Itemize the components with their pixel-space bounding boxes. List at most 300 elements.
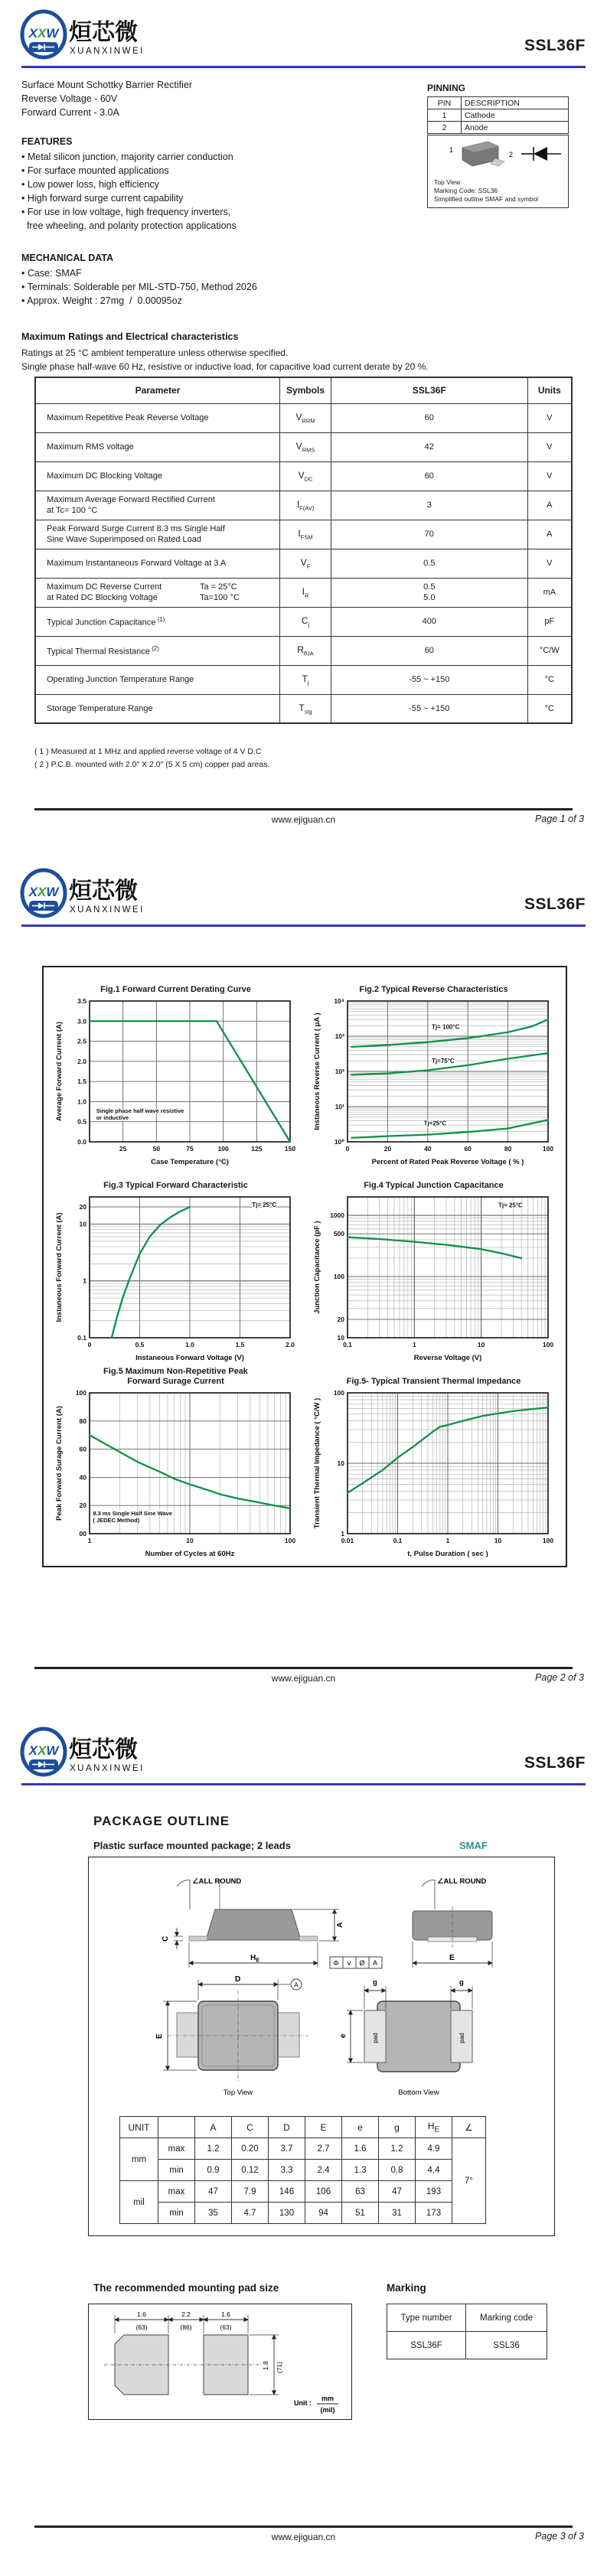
dims-header-cell: E bbox=[305, 2117, 342, 2138]
dims-value-cell: 0.8 bbox=[379, 2160, 416, 2181]
ratings-row bbox=[35, 607, 572, 636]
side-view-end bbox=[413, 1877, 492, 1968]
dims-header-cell: UNIT bbox=[120, 2117, 158, 2138]
svg-text:100: 100 bbox=[284, 1537, 295, 1544]
ratings-row bbox=[35, 636, 572, 665]
dims-header-cell: A bbox=[195, 2117, 232, 2138]
svg-text:10⁰: 10⁰ bbox=[334, 1138, 344, 1146]
dims-header-cell: D bbox=[269, 2117, 305, 2138]
svg-text:Case Temperature (°C): Case Temperature (°C) bbox=[150, 1158, 229, 1166]
footer-page-label: Page 1 of 3 bbox=[535, 814, 584, 824]
svg-text:Reverse Voltage (V): Reverse Voltage (V) bbox=[413, 1354, 481, 1362]
mechanical-data-section bbox=[21, 251, 374, 308]
dims-minmax-cell: min bbox=[158, 2160, 195, 2181]
value-cell: 0.5 bbox=[331, 549, 527, 578]
svg-text:2.0: 2.0 bbox=[285, 1341, 295, 1348]
curve-label: Tj=75°C bbox=[431, 1057, 455, 1065]
svg-text:100: 100 bbox=[333, 1273, 344, 1281]
pad-dim: 1.8 bbox=[262, 2361, 269, 2370]
svg-text:20: 20 bbox=[337, 1315, 344, 1323]
logo-cn-text: 烜芯微 bbox=[69, 1737, 138, 1762]
dims-row bbox=[120, 2138, 486, 2160]
svg-text:1: 1 bbox=[445, 1537, 449, 1544]
svg-text:3.5: 3.5 bbox=[77, 997, 86, 1005]
value-cell: 0.5 5.0 bbox=[331, 578, 527, 607]
dims-value-cell: 3.3 bbox=[269, 2160, 305, 2181]
svg-text:40: 40 bbox=[423, 1145, 432, 1153]
subtitle-line: Forward Current - 3.0A bbox=[21, 107, 119, 118]
footer-site: www.ejiguan.cn bbox=[271, 814, 336, 825]
svg-text:10: 10 bbox=[337, 1459, 344, 1467]
dims-header-cell: C bbox=[232, 2117, 269, 2138]
mechanical-item: • Case: SMAF bbox=[21, 268, 82, 279]
svg-text:0: 0 bbox=[87, 1341, 91, 1348]
dims-header-cell bbox=[158, 2117, 195, 2138]
svg-text:80: 80 bbox=[504, 1145, 511, 1153]
param-cell: Operating Junction Temperature Range bbox=[35, 665, 280, 694]
svg-text:10: 10 bbox=[79, 1220, 86, 1228]
plot-annotation: 8.3 ms Single Half Sine Wave bbox=[92, 1510, 172, 1518]
svg-text:Peak Forward Surage Current (A: Peak Forward Surage Current (A) bbox=[54, 1406, 64, 1521]
svg-text:20: 20 bbox=[79, 1502, 86, 1510]
dims-row bbox=[120, 2160, 486, 2181]
svg-text:50: 50 bbox=[152, 1145, 160, 1153]
svg-text:100: 100 bbox=[542, 1341, 553, 1348]
logo-en-text: XUANXINWEI bbox=[70, 47, 142, 56]
dims-value-cell: 0.9 bbox=[195, 2160, 232, 2181]
symbol-cell: $I_R$ bbox=[280, 578, 331, 607]
value-cell: 60 bbox=[331, 636, 527, 665]
symbol-cell: $V_F$ bbox=[280, 549, 331, 578]
plot-annotation: ( JEDEC Method) bbox=[92, 1517, 139, 1524]
figure-6 bbox=[305, 1365, 563, 1560]
dim-C-label: C bbox=[162, 1935, 170, 1942]
dims-value-cell: 47 bbox=[195, 2181, 232, 2203]
svg-text:1000: 1000 bbox=[329, 1211, 344, 1220]
feature-item: • Low power loss, high efficiency bbox=[21, 179, 159, 190]
svg-text:10: 10 bbox=[494, 1537, 501, 1544]
svg-text:Instaneous Forward Current (A: Instaneous Forward Current (A) bbox=[54, 1212, 64, 1322]
symbol-cell: $V_{RMS}$ bbox=[280, 432, 331, 461]
svg-text:100: 100 bbox=[542, 1145, 553, 1153]
pad-dim: (63) bbox=[135, 2323, 148, 2331]
svg-text:0.0: 0.0 bbox=[77, 1138, 86, 1146]
footer-site: www.ejiguan.cn bbox=[271, 1673, 336, 1684]
logo-cn-text: 烜芯微 bbox=[69, 879, 138, 904]
logo-en-text: XUANXINWEI bbox=[70, 1764, 142, 1773]
svg-text:1: 1 bbox=[87, 1537, 91, 1544]
marking-cell: SSL36 bbox=[466, 2332, 547, 2359]
pinning-row bbox=[428, 109, 569, 122]
top-view bbox=[155, 1975, 308, 2097]
figure-4 bbox=[305, 1169, 563, 1364]
package-outline-box bbox=[88, 1857, 555, 2236]
figure-3 bbox=[47, 1169, 305, 1364]
logo-letters: XXW bbox=[28, 885, 59, 899]
ratings-note: ( 1 ) Measured at 1 MHz and applied reverse voltage of 4 V D.C bbox=[34, 747, 262, 756]
svg-text:Average Forward Current (A): Average Forward Current (A) bbox=[54, 1021, 64, 1122]
svg-text:40: 40 bbox=[79, 1473, 86, 1482]
svg-text:1.0: 1.0 bbox=[184, 1341, 194, 1348]
part-number: SSL36F bbox=[524, 1754, 586, 1772]
dims-value-cell: 130 bbox=[269, 2203, 305, 2224]
param-cell: Maximum Instantaneous Forward Voltage at 3 A bbox=[35, 549, 280, 578]
ratings-table bbox=[34, 377, 573, 724]
dims-minmax-cell: min bbox=[158, 2203, 195, 2224]
pinning-row bbox=[428, 122, 569, 134]
marking-title: Marking bbox=[387, 2282, 426, 2294]
svg-text:10¹: 10¹ bbox=[335, 1103, 344, 1110]
svg-text:10³: 10³ bbox=[335, 1032, 344, 1040]
package-outline-drawing bbox=[100, 1864, 544, 2116]
value-cell: 3 bbox=[331, 491, 527, 520]
svg-text:1: 1 bbox=[82, 1277, 86, 1285]
svg-text:150: 150 bbox=[284, 1145, 295, 1153]
dims-value-cell: 35 bbox=[195, 2203, 232, 2224]
ratings-condition-line: Single phase half-wave 60 Hz, resistive or inductive load, for capacitive load current derate by 20 %. bbox=[21, 361, 429, 372]
package-outline-subtitle: Plastic surface mounted package; 2 leads bbox=[93, 1840, 291, 1851]
figure-title: Fig.4 Typical Junction Capacitance bbox=[364, 1181, 504, 1190]
unit-denominator: (mil) bbox=[320, 2406, 335, 2414]
ratings-row bbox=[35, 491, 572, 520]
dim-D-label: D bbox=[235, 1975, 241, 1984]
param-cell: Maximum Average Forward Rectified Current at Tc= 100 °C bbox=[35, 491, 280, 520]
datum-cell: Ø bbox=[359, 1959, 365, 1967]
subtitle-line: Surface Mount Schottky Barrier Rectifier bbox=[21, 80, 192, 90]
symbol-cell: $I_{FSM}$ bbox=[280, 520, 331, 549]
symbol-cell: $V_{DC}$ bbox=[280, 461, 331, 491]
ratings-header-cell: Symbols bbox=[280, 377, 331, 403]
dims-value-cell: 4.9 bbox=[416, 2138, 452, 2160]
datum-ref-label: A bbox=[294, 1981, 299, 1989]
top-view-caption: Top View bbox=[223, 2089, 253, 2097]
feature-item: • Metal silicon junction, majority carrier conduction bbox=[21, 152, 233, 162]
ratings-row bbox=[35, 461, 572, 491]
dims-header-cell: $H_E$ bbox=[416, 2117, 452, 2138]
param-cell: Storage Temperature Range bbox=[35, 694, 280, 723]
dims-row bbox=[120, 2203, 486, 2224]
pinning-cell: Cathode bbox=[462, 109, 569, 122]
datum-cell: A bbox=[372, 1959, 378, 1967]
dim-E-label: E bbox=[449, 1954, 455, 1962]
company-logo bbox=[20, 868, 142, 922]
bottom-view bbox=[339, 1978, 472, 2097]
dims-row bbox=[120, 2181, 486, 2203]
ratings-header-cell: SSL36F bbox=[331, 377, 527, 403]
marking-header-cell: Type number bbox=[387, 2304, 466, 2332]
symbol-cell: $I_{F(AV)}$ bbox=[280, 491, 331, 520]
package-name: SMAF bbox=[459, 1840, 488, 1851]
svg-text:10: 10 bbox=[185, 1537, 194, 1544]
ratings-notes bbox=[34, 745, 269, 771]
datum-cell: v bbox=[347, 1959, 351, 1967]
svg-text:25: 25 bbox=[119, 1145, 126, 1153]
unit-cell: mA bbox=[527, 578, 572, 607]
features-section bbox=[21, 135, 351, 233]
dims-value-cell: 2.7 bbox=[305, 2138, 342, 2160]
footer-rule bbox=[34, 1667, 573, 1669]
footer-page-label: Page 3 of 3 bbox=[535, 2531, 584, 2542]
ratings-row bbox=[35, 432, 572, 461]
dims-value-cell: 106 bbox=[305, 2181, 342, 2203]
svg-text:3.0: 3.0 bbox=[77, 1017, 86, 1026]
unit-cell: pF bbox=[527, 607, 572, 636]
pinning-table bbox=[427, 96, 569, 134]
svg-text:1.0: 1.0 bbox=[77, 1097, 86, 1106]
page-1 bbox=[0, 0, 607, 859]
figure-title: Fig.2 Typical Reverse Characteristics bbox=[359, 985, 508, 994]
value-cell: 400 bbox=[331, 607, 527, 636]
dims-value-cell: 1.3 bbox=[342, 2160, 379, 2181]
dims-value-cell: 63 bbox=[342, 2181, 379, 2203]
pinning-header-cell: PIN bbox=[428, 97, 462, 109]
header-rule bbox=[21, 1783, 586, 1785]
param-cell: Maximum DC Blocking Voltage bbox=[35, 461, 280, 491]
bottom-view-caption: Bottom View bbox=[398, 2089, 439, 2097]
svg-text:Junction Capacitance (pF ): Junction Capacitance (pF ) bbox=[312, 1221, 321, 1314]
dims-value-cell: 4.4 bbox=[416, 2160, 452, 2181]
logo-letters: XXW bbox=[28, 26, 59, 41]
figure-5 bbox=[47, 1365, 305, 1560]
pad-dim: (63) bbox=[220, 2323, 232, 2331]
figure-1 bbox=[47, 973, 305, 1168]
header-rule bbox=[21, 924, 586, 927]
figure-plot bbox=[311, 995, 557, 1166]
svg-text:75: 75 bbox=[185, 1145, 194, 1153]
ratings-conditions bbox=[21, 346, 429, 373]
svg-text:100: 100 bbox=[217, 1145, 229, 1153]
dims-unit-cell: mm bbox=[120, 2138, 158, 2181]
unit-numerator: mm bbox=[321, 2395, 335, 2402]
svg-text:100: 100 bbox=[333, 1389, 344, 1397]
package-preview-drawing bbox=[428, 135, 567, 174]
pad-dim: 1.6 bbox=[137, 2310, 146, 2318]
part-number: SSL36F bbox=[524, 37, 586, 54]
package-outline-title: PACKAGE OUTLINE bbox=[93, 1814, 230, 1828]
unit-cell: A bbox=[527, 491, 572, 520]
part-number: SSL36F bbox=[524, 895, 586, 913]
svg-text:60: 60 bbox=[463, 1145, 472, 1153]
footer-rule bbox=[34, 808, 573, 810]
ratings-row bbox=[35, 403, 572, 432]
page-3 bbox=[0, 1717, 607, 2576]
dims-value-cell: 1.2 bbox=[195, 2138, 232, 2160]
package-preview-box bbox=[427, 135, 569, 208]
symbol-cell: $R_{\theta JA}$ bbox=[280, 636, 331, 665]
svg-text:00: 00 bbox=[79, 1530, 86, 1537]
curve-label: Tj= 25°C bbox=[251, 1202, 276, 1209]
dims-value-cell: 51 bbox=[342, 2203, 379, 2224]
dim-HE-label: $H_E$ bbox=[250, 1954, 259, 1964]
figures-box bbox=[42, 966, 567, 1567]
value-cell: 70 bbox=[331, 520, 527, 549]
svg-text:100: 100 bbox=[542, 1537, 553, 1544]
dims-value-cell: 173 bbox=[416, 2203, 452, 2224]
footer-rule bbox=[34, 2525, 573, 2528]
param-cell: Typical Thermal Resistance $^{(2)}$ bbox=[35, 636, 280, 665]
pinning-section bbox=[427, 83, 569, 134]
param-cell: Maximum Repetitive Peak Reverse Voltage bbox=[35, 403, 280, 432]
dims-value-cell: 31 bbox=[379, 2203, 416, 2224]
svg-text:0.1: 0.1 bbox=[393, 1537, 402, 1544]
dimensions-table bbox=[119, 2116, 486, 2224]
svg-text:100: 100 bbox=[75, 1389, 86, 1397]
mechanical-item: • Terminals: Solderable per MIL-STD-750, Method 2026 bbox=[21, 282, 257, 292]
figure-plot bbox=[311, 1191, 557, 1362]
pad-dim: 2.2 bbox=[181, 2310, 191, 2318]
subtitle-line: Reverse Voltage - 60V bbox=[21, 93, 118, 104]
symbol-cell: $V_{RRM}$ bbox=[280, 403, 331, 432]
unit-cell: °C bbox=[527, 694, 572, 723]
value-cell: 42 bbox=[331, 432, 527, 461]
dims-value-cell: 0.12 bbox=[232, 2160, 269, 2181]
svg-text:125: 125 bbox=[250, 1145, 262, 1153]
svg-text:10: 10 bbox=[477, 1341, 485, 1348]
svg-text:0.5: 0.5 bbox=[135, 1341, 144, 1348]
pin1-label: 1 bbox=[449, 146, 454, 154]
ratings-row bbox=[35, 549, 572, 578]
features-title: FEATURES bbox=[21, 136, 73, 147]
figure-plot bbox=[53, 1387, 299, 1558]
company-logo bbox=[20, 1727, 142, 1781]
ratings-row bbox=[35, 578, 572, 607]
ratings-row bbox=[35, 665, 572, 694]
package-caption-line: Simplified outline SMAF and symbol bbox=[434, 195, 539, 203]
logo-cn-text: 烜芯微 bbox=[69, 20, 138, 45]
feature-item: • For use in low voltage, high frequency inverters, bbox=[21, 207, 231, 217]
plot-annotation: or inductive bbox=[96, 1114, 129, 1122]
curve-label: Tj= 25°C bbox=[498, 1202, 523, 1209]
unit-cell: A bbox=[527, 520, 572, 549]
dim-g-label: g bbox=[459, 1978, 464, 1987]
feature-item: • High forward surge current capability bbox=[21, 193, 184, 204]
svg-text:Instaneous Reverse Current ( μ: Instaneous Reverse Current ( μA ) bbox=[312, 1012, 321, 1130]
unit-label: Unit : bbox=[294, 2399, 312, 2407]
ratings-condition-line: Ratings at 25 °C ambient temperature unless otherwise specified. bbox=[21, 347, 289, 358]
figure-2 bbox=[305, 973, 563, 1168]
pinning-cell: 2 bbox=[428, 122, 462, 134]
figure-plot bbox=[53, 995, 299, 1166]
svg-text:60: 60 bbox=[79, 1445, 86, 1453]
dim-A-label: A bbox=[336, 1922, 344, 1928]
svg-text:1.5: 1.5 bbox=[77, 1078, 86, 1086]
ratings-header-cell: Parameter bbox=[35, 377, 280, 403]
datum-frame bbox=[330, 1957, 382, 1968]
mounting-pad-title: The recommended mounting pad size bbox=[93, 2282, 279, 2294]
figure-title: Fig.3 Typical Forward Characteristic bbox=[103, 1181, 248, 1190]
svg-text:10⁴: 10⁴ bbox=[333, 997, 344, 1005]
diode-symbol-icon bbox=[521, 147, 561, 161]
unit-cell: V bbox=[527, 461, 572, 491]
ratings-note: ( 2 ) P.C.B. mounted with 2.0" X 2.0" (5 X 5 cm) copper pad areas. bbox=[34, 760, 270, 769]
logo-en-text: XUANXINWEI bbox=[70, 905, 142, 915]
plot-annotation: Single phase half wave resistive bbox=[96, 1107, 184, 1115]
pad-dim: (86) bbox=[180, 2323, 192, 2331]
ratings-row bbox=[35, 520, 572, 549]
figure-title: Fig.5 Maximum Non-Repetitive Peak bbox=[103, 1367, 248, 1376]
pad-dim: 1.6 bbox=[221, 2310, 230, 2318]
svg-text:Instaneous Forward Voltage (V): Instaneous Forward Voltage (V) bbox=[135, 1354, 244, 1362]
mechanical-title: MECHANICAL DATA bbox=[21, 253, 114, 263]
dims-value-cell: 2.4 bbox=[305, 2160, 342, 2181]
svg-text:0.1: 0.1 bbox=[77, 1334, 86, 1342]
footer-page-label: Page 2 of 3 bbox=[535, 1672, 584, 1683]
param-cell: Peak Forward Surge Current 8.3 ms Single Half Sine Wave Superimposed on Rated Load bbox=[35, 520, 280, 549]
chart-series-tj-25-c bbox=[351, 1120, 548, 1137]
dims-minmax-cell: max bbox=[158, 2181, 195, 2203]
value-cell: 60 bbox=[331, 403, 527, 432]
unit-cell: V bbox=[527, 549, 572, 578]
package-caption-line: Top View bbox=[434, 178, 461, 186]
feature-item: free wheeling, and polarity protection applications bbox=[21, 220, 237, 231]
ratings-header-cell: Units bbox=[527, 377, 572, 403]
pin2-label: 2 bbox=[509, 151, 514, 158]
figure-title: Fig.5- Typical Transient Thermal Impedance bbox=[346, 1377, 521, 1386]
pinning-title: PINNING bbox=[427, 83, 466, 93]
param-cell: Maximum DC Reverse Current Ta = 25°C at Rated DC Blocking Voltage Ta=100 °C bbox=[35, 578, 280, 607]
pad-label: pad bbox=[459, 2033, 465, 2043]
feature-item: • For surface mounted applications bbox=[21, 165, 169, 176]
dims-header-cell: ∠ bbox=[452, 2117, 486, 2138]
package-preview-caption bbox=[434, 178, 538, 204]
symbol-cell: $T_{stg}$ bbox=[280, 694, 331, 723]
param-cell: Typical Junction Capacitance $^{(1)}$ bbox=[35, 607, 280, 636]
svg-text:80: 80 bbox=[79, 1417, 86, 1425]
all-round-label: ∠ALL ROUND bbox=[192, 1877, 242, 1886]
dims-value-cell: 1.2 bbox=[379, 2138, 416, 2160]
unit-cell: °C bbox=[527, 665, 572, 694]
dims-minmax-cell: max bbox=[158, 2138, 195, 2160]
pinning-cell: 1 bbox=[428, 109, 462, 122]
pad-label: pad bbox=[372, 2033, 379, 2043]
svg-text:1: 1 bbox=[412, 1341, 416, 1348]
pad-dim: (71) bbox=[276, 2361, 283, 2373]
dims-value-cell: 94 bbox=[305, 2203, 342, 2224]
figure-title: Forward Surage Current bbox=[127, 1377, 224, 1386]
dims-unit-cell: mil bbox=[120, 2181, 158, 2224]
curve-label: Tj= 100°C bbox=[431, 1023, 459, 1031]
figure-title: Fig.1 Forward Current Derating Curve bbox=[100, 985, 251, 994]
figure-plot bbox=[311, 1387, 557, 1558]
curve-label: Tj=25°C bbox=[423, 1120, 446, 1127]
dims-value-cell: 146 bbox=[269, 2181, 305, 2203]
pinning-cell: Anode bbox=[462, 122, 569, 134]
dims-header-cell: e bbox=[342, 2117, 379, 2138]
value-cell: 60 bbox=[331, 461, 527, 491]
unit-cell: °C/W bbox=[527, 636, 572, 665]
ratings-title: Maximum Ratings and Electrical characteristics bbox=[21, 331, 239, 342]
dims-value-cell: 47 bbox=[379, 2181, 416, 2203]
side-view-front bbox=[162, 1877, 382, 1968]
svg-text:20: 20 bbox=[79, 1203, 86, 1211]
page-2 bbox=[0, 859, 607, 1717]
package-caption-line: Marking Code: SSL36 bbox=[434, 187, 498, 194]
mechanical-item: • Approx. Weight : 27mg / 0.00095oz bbox=[21, 295, 182, 306]
svg-text:0: 0 bbox=[345, 1145, 349, 1153]
svg-text:Percent of Rated Peak Reverse: Percent of Rated Peak Reverse Voltage ( % ) bbox=[371, 1158, 524, 1166]
svg-text:20: 20 bbox=[383, 1145, 391, 1153]
svg-text:2.5: 2.5 bbox=[77, 1037, 86, 1045]
smd-body-icon bbox=[462, 142, 504, 166]
product-subtitle bbox=[21, 78, 192, 119]
pinning-header-cell: DESCRIPTION bbox=[462, 97, 569, 109]
dims-value-cell: 4.7 bbox=[232, 2203, 269, 2224]
figure-plot bbox=[53, 1191, 299, 1362]
unit-cell: V bbox=[527, 403, 572, 432]
dims-value-cell: 1.6 bbox=[342, 2138, 379, 2160]
dims-angle-cell: 7° bbox=[452, 2138, 486, 2224]
svg-text:t, Pulse Duration ( sec ): t, Pulse Duration ( sec ) bbox=[406, 1550, 488, 1558]
